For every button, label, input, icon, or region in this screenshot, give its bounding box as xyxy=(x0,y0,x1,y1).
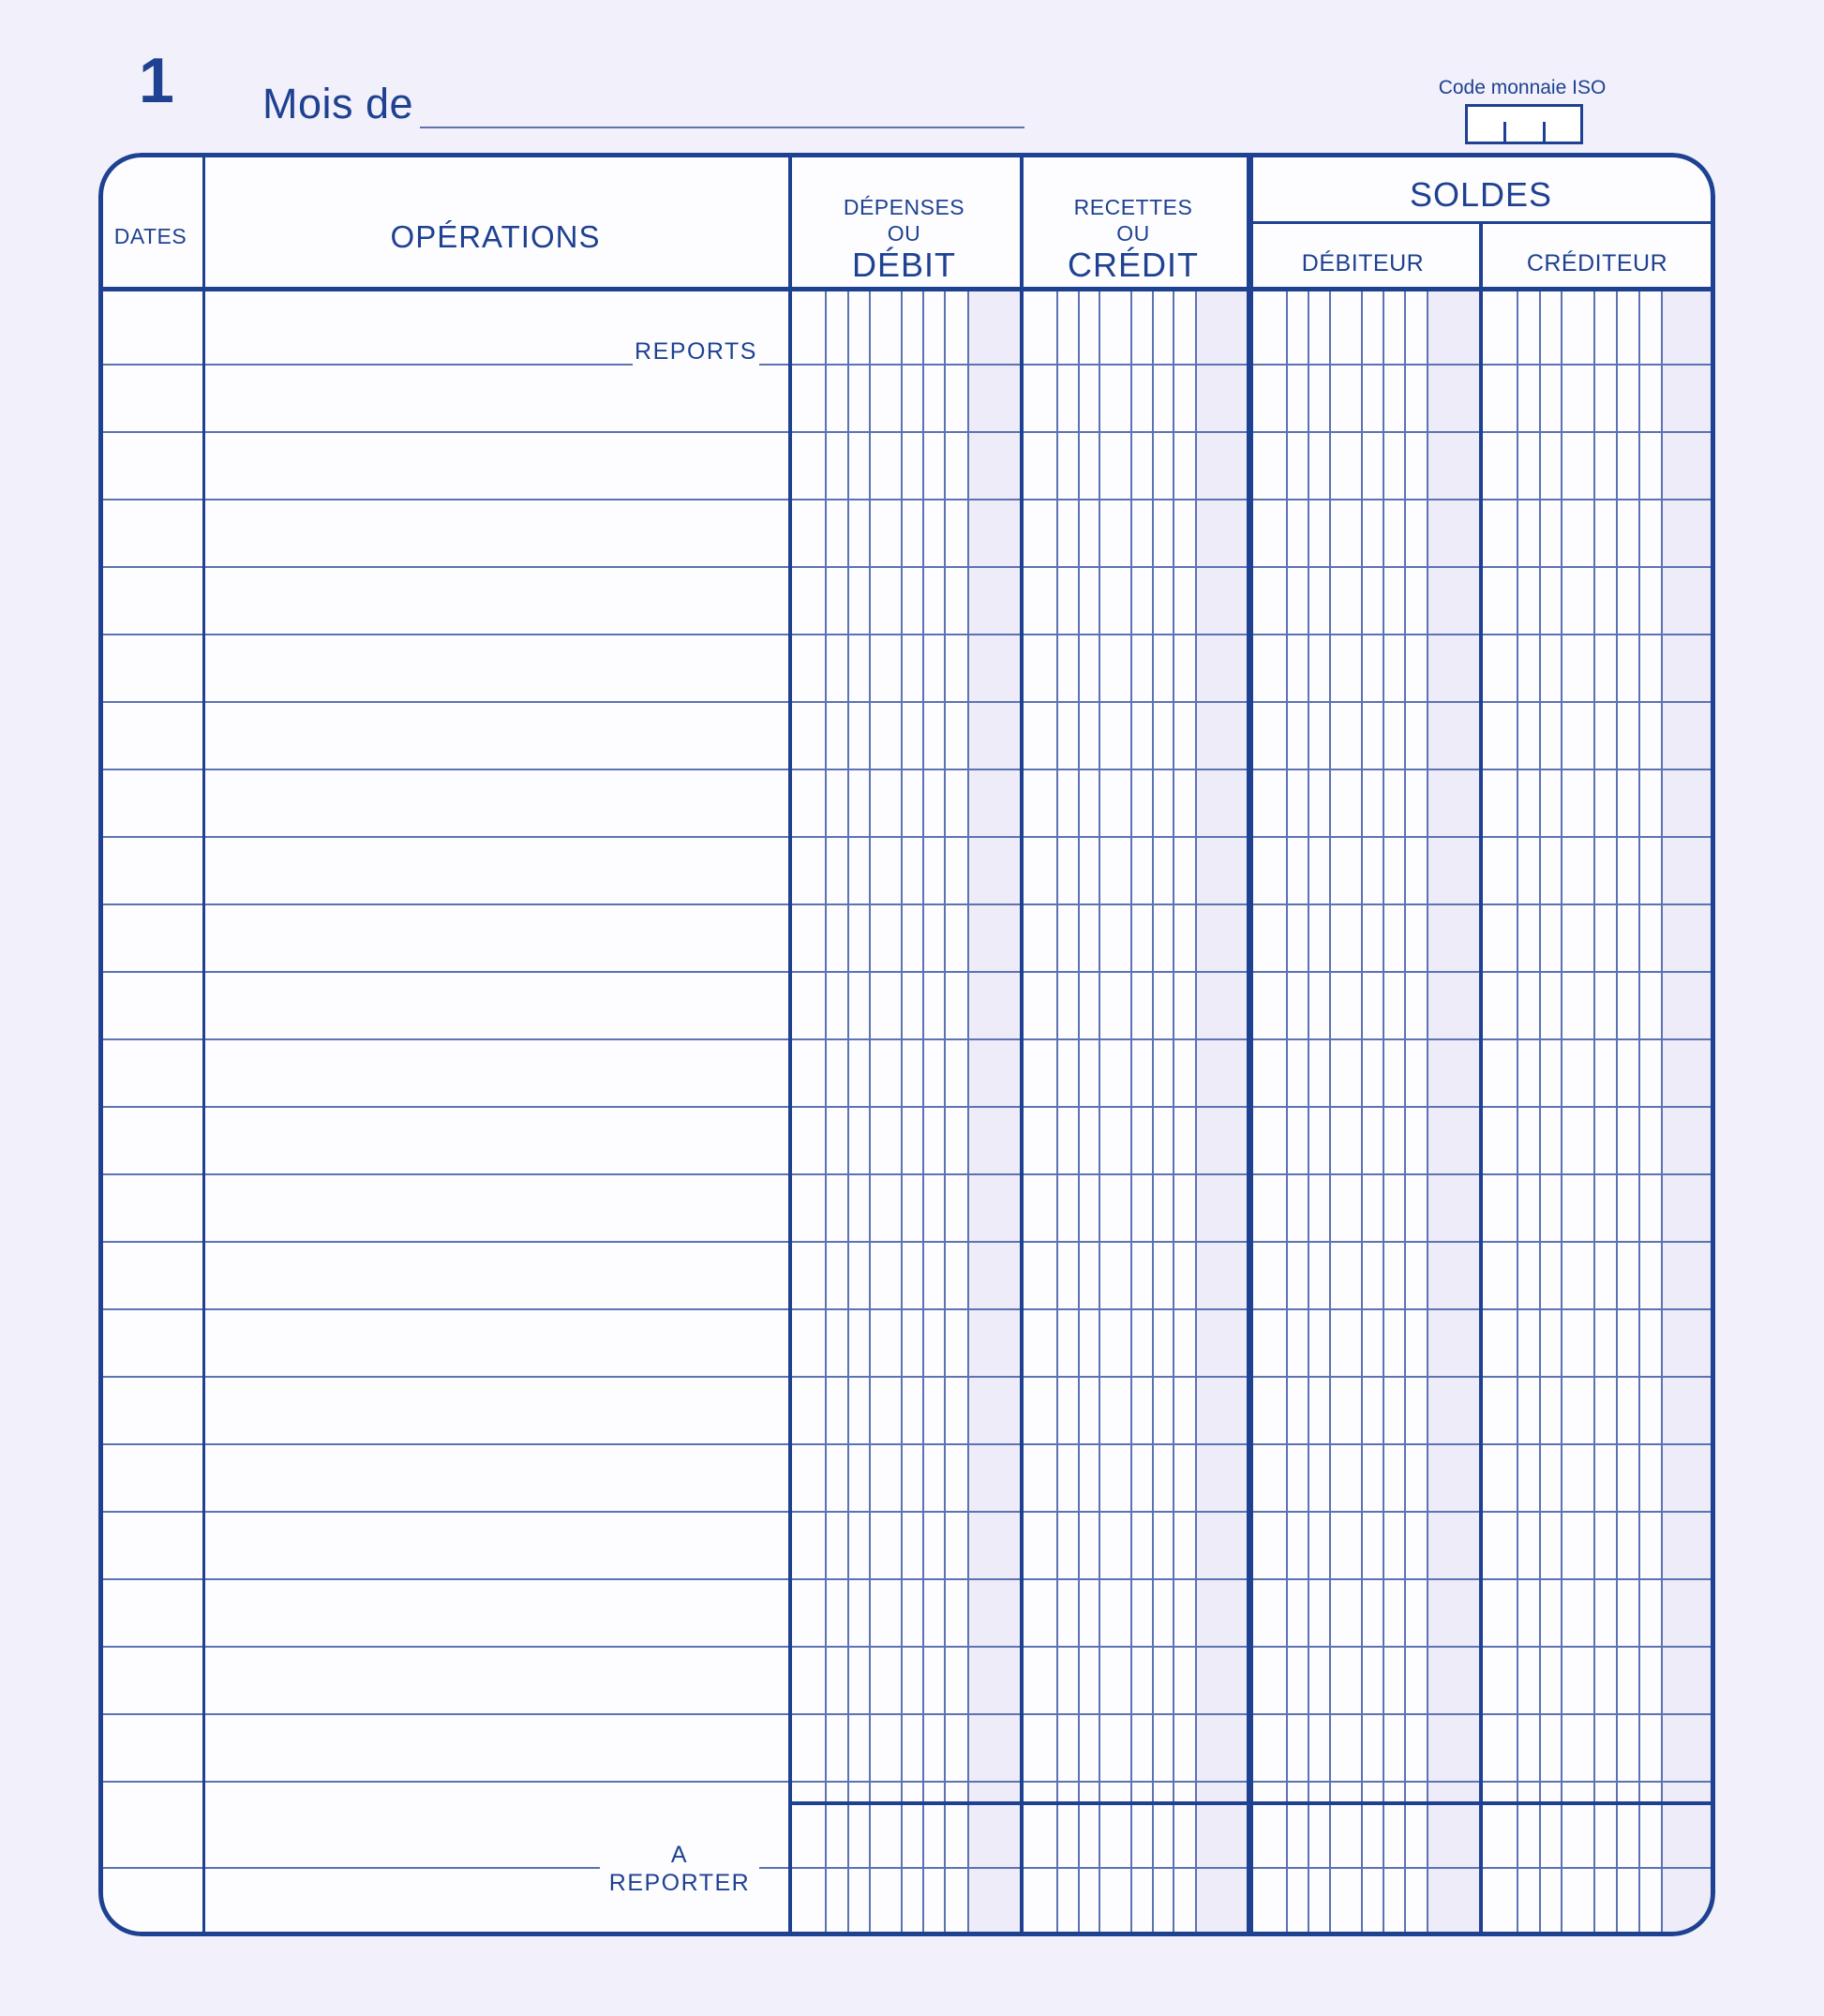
header-depenses-line3: DÉBIT xyxy=(851,246,956,284)
digit-guide-line xyxy=(901,291,903,1936)
row-line xyxy=(98,1173,1715,1175)
soldes-group-divider xyxy=(1247,153,1253,1936)
digit-guide-line xyxy=(847,291,849,1936)
digit-guide-line xyxy=(825,291,827,1936)
digit-guide-line xyxy=(1286,291,1288,1936)
row-line xyxy=(98,364,1715,366)
digit-guide-line xyxy=(869,291,871,1936)
row-line xyxy=(98,1038,1715,1040)
header-depenses-line2: OU xyxy=(887,221,921,246)
row-line xyxy=(98,769,1715,770)
digit-guide-line xyxy=(1308,291,1309,1936)
digit-column-recettes-credit xyxy=(1024,291,1247,1936)
row-line xyxy=(98,431,1715,433)
month-label: Mois de xyxy=(262,80,414,127)
row-line xyxy=(98,1781,1715,1783)
row-line xyxy=(98,1511,1715,1513)
digit-column-solde-crediteur xyxy=(1483,291,1715,1936)
header-depenses-debit xyxy=(788,153,1020,287)
digit-guide-line xyxy=(1361,291,1363,1936)
header-recettes-line3: CRÉDIT xyxy=(1068,246,1199,284)
month-input-line xyxy=(420,127,1024,128)
digit-guide-line xyxy=(1517,291,1518,1936)
digit-guide-line xyxy=(1638,291,1640,1936)
header-operations: OPÉRATIONS xyxy=(390,218,601,254)
row-line xyxy=(98,1713,1715,1715)
debiteur-crediteur-divider xyxy=(1479,221,1483,1936)
page-number: 1 xyxy=(139,45,174,116)
row-line xyxy=(98,701,1715,703)
row-line xyxy=(98,1376,1715,1378)
digit-guide-line xyxy=(1099,291,1100,1936)
row-line xyxy=(98,1106,1715,1108)
row-line xyxy=(98,1646,1715,1648)
dates-column-divider xyxy=(202,153,205,1936)
row-line xyxy=(98,903,1715,905)
row-line xyxy=(98,1241,1715,1243)
centimes-shaded-band xyxy=(1427,291,1479,1936)
row-line xyxy=(98,566,1715,568)
row-line xyxy=(98,1308,1715,1310)
debit-column-divider xyxy=(1020,153,1024,1936)
digit-guide-line xyxy=(1593,291,1595,1936)
digit-guide-line xyxy=(967,291,969,1936)
digit-guide-line xyxy=(944,291,946,1936)
centimes-shaded-band xyxy=(1661,291,1715,1936)
header-crediteur: CRÉDITEUR xyxy=(1526,250,1668,276)
row-line xyxy=(98,634,1715,635)
digit-guide-line xyxy=(1661,291,1663,1936)
header-depenses-line1: DÉPENSES xyxy=(843,195,965,219)
currency-box-divider xyxy=(1543,122,1546,142)
digit-column-depenses-debit xyxy=(792,291,1020,1936)
digit-column-solde-debiteur xyxy=(1253,291,1479,1936)
row-line xyxy=(98,971,1715,973)
digit-guide-line xyxy=(1056,291,1058,1936)
header-soldes: SOLDES xyxy=(1409,174,1553,214)
reports-label: REPORTS xyxy=(633,337,759,366)
row-line xyxy=(98,836,1715,838)
row-line xyxy=(98,1578,1715,1580)
header-recettes-line1: RECETTES xyxy=(1073,195,1193,219)
carry-forward-row-line xyxy=(98,1867,1715,1869)
centimes-shaded-band xyxy=(1195,291,1247,1936)
digit-guide-line xyxy=(1404,291,1406,1936)
digit-guide-line xyxy=(1616,291,1618,1936)
header-recettes-line2: OU xyxy=(1116,221,1150,246)
digit-guide-line xyxy=(1195,291,1197,1936)
digit-guide-line xyxy=(1152,291,1154,1936)
currency-box-divider xyxy=(1503,122,1506,142)
row-line xyxy=(98,1443,1715,1445)
header-recettes-credit xyxy=(1020,153,1247,287)
digit-guide-line xyxy=(1130,291,1132,1936)
digit-guide-line xyxy=(1383,291,1384,1936)
ledger-table xyxy=(98,153,1715,1936)
carry-forward-label: A REPORTER xyxy=(600,1841,759,1869)
currency-code-box xyxy=(1465,104,1583,144)
row-line xyxy=(98,499,1715,500)
digit-guide-line xyxy=(1329,291,1331,1936)
header-dates: DATES xyxy=(113,224,187,248)
centimes-shaded-band xyxy=(967,291,1020,1936)
currency-code-label: Code monnaie ISO xyxy=(1438,77,1607,98)
digit-guide-line xyxy=(1561,291,1562,1936)
header-debiteur: DÉBITEUR xyxy=(1301,250,1425,276)
digit-guide-line xyxy=(1539,291,1541,1936)
digit-guide-line xyxy=(1078,291,1080,1936)
header-bottom-border xyxy=(98,287,1715,291)
digit-guide-line xyxy=(922,291,924,1936)
digit-guide-line xyxy=(1427,291,1428,1936)
digit-guide-line xyxy=(1173,291,1174,1936)
operations-column-divider xyxy=(788,153,792,1936)
